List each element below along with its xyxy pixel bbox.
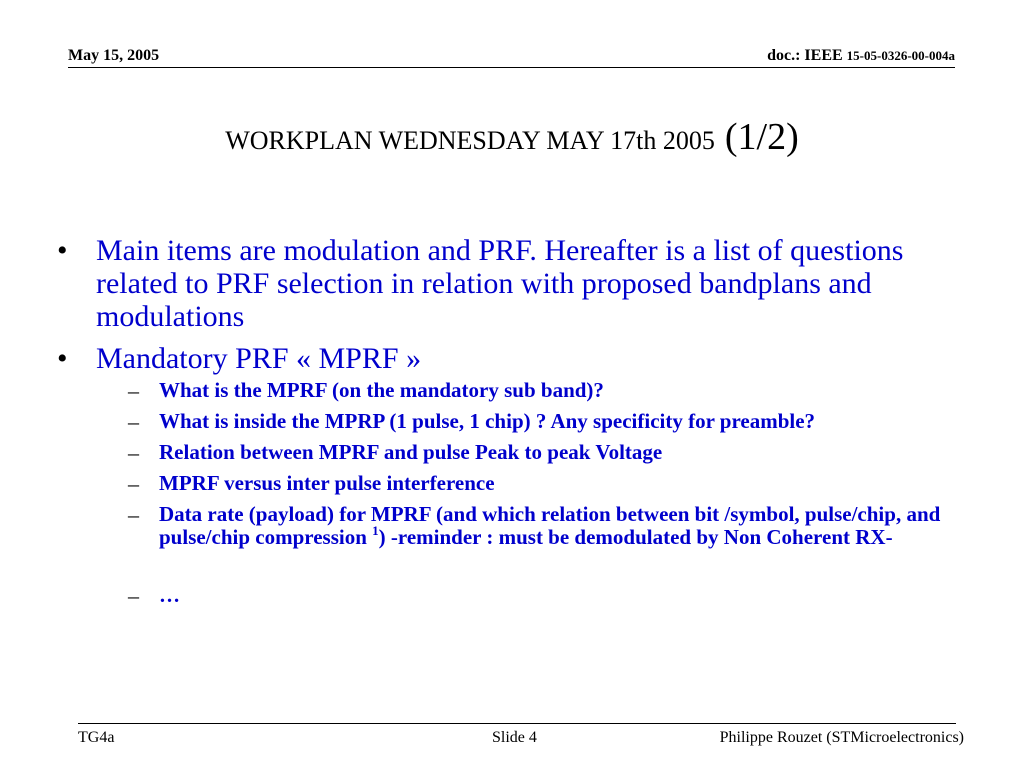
sub-bullet-text [159, 503, 964, 549]
bullet-text: Mandatory PRF « MPRF » [96, 342, 422, 375]
footer-divider [78, 723, 956, 724]
footnote-reference: 1 [372, 523, 379, 538]
sub-bullet-text: … [159, 583, 180, 607]
header-divider [68, 67, 955, 68]
footer-left: TG4a [78, 729, 115, 746]
sub-bullet-marker: – [128, 409, 139, 434]
footer-author: Philippe Rouzet (STMicroelectronics) [719, 729, 964, 746]
bullet-marker: • [57, 342, 68, 375]
header-date: May 15, 2005 [68, 47, 160, 64]
header-doc-number: 15-05-0326-00-004a [846, 48, 955, 63]
sub-bullet-marker: – [128, 502, 139, 527]
sub-bullet-text: What is the MPRF (on the mandatory sub band)? [159, 378, 604, 402]
header-doc-id [767, 47, 955, 65]
sub-bullet-marker: – [128, 378, 139, 403]
sub-bullet-marker: – [128, 471, 139, 496]
sub-bullet-text-part: Data rate (payload) for MPRF (and which relation between bit /symbol, pulse/chip, and pulse/chip compression [159, 502, 941, 549]
sub-bullet-text: MPRF versus inter pulse interference [159, 471, 495, 495]
sub-bullet-marker: – [128, 440, 139, 465]
header-doc-prefix: doc.: IEEE [767, 47, 847, 64]
bullet-text: Main items are modulation and PRF. Hereafter is a list of questions related to PRF selection in relation with proposed bandplans and modulations [96, 234, 904, 333]
slide-title-part: (1/2) [724, 116, 799, 158]
bullet-marker: • [57, 234, 68, 267]
sub-bullet-marker: – [128, 583, 139, 608]
sub-bullet-text: What is inside the MPRP (1 pulse, 1 chip) ? Any specificity for preamble? [159, 409, 816, 433]
sub-bullet-text-part: ) -reminder : must be demodulated by Non Coherent RX- [378, 525, 893, 549]
slide-title-main: WORKPLAN WEDNESDAY MAY 17th 2005 [225, 126, 715, 155]
footer-slide-number: Slide 4 [492, 729, 537, 746]
sub-bullet-text: Relation between MPRF and pulse Peak to peak Voltage [159, 440, 663, 464]
slide-title [0, 118, 1024, 156]
